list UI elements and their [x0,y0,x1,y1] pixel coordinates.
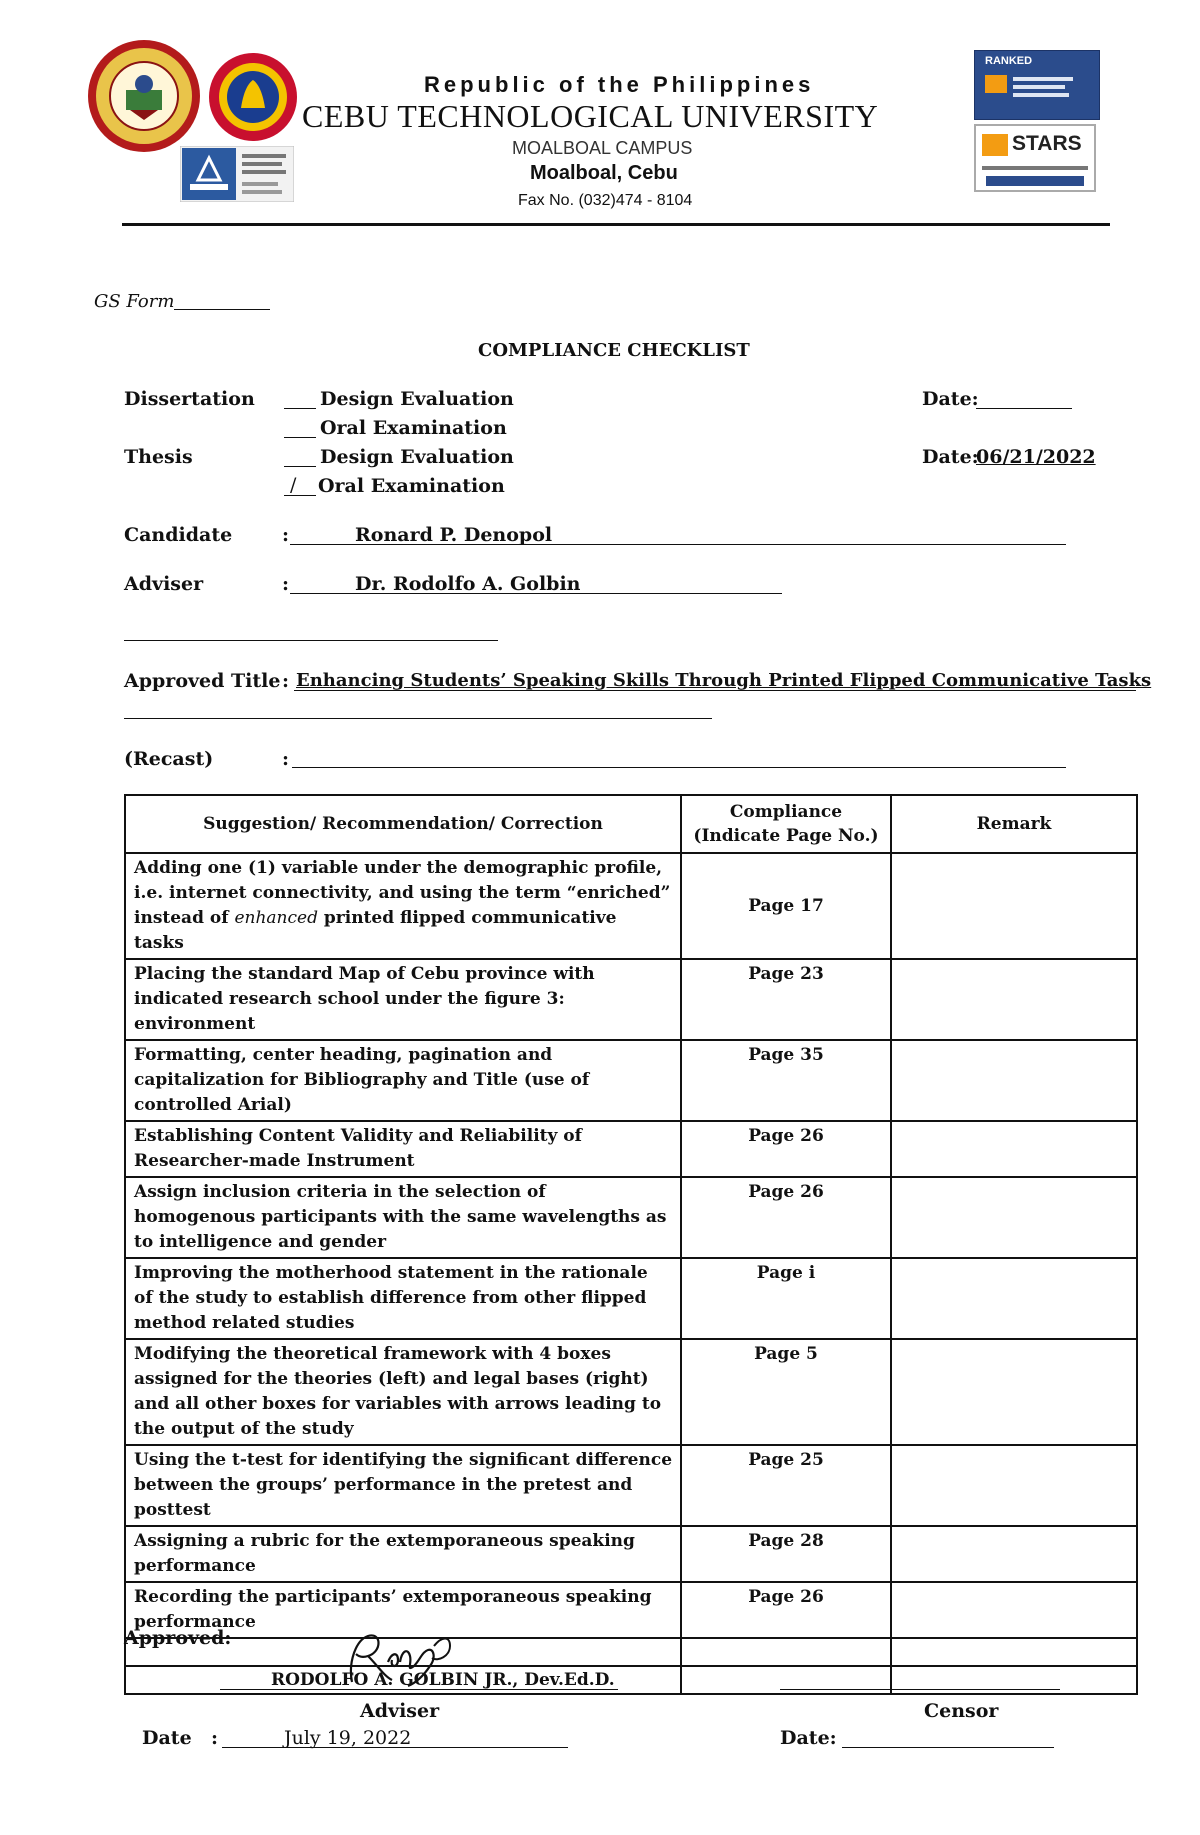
suggestion-cell [125,1526,681,1582]
compliance-table [124,794,1138,1695]
candidate-value: Ronard P. Denopol [355,524,553,546]
tuv-certification-logo [180,146,294,202]
censor-date-label: Date: [780,1727,837,1749]
table-row [125,1040,1137,1121]
asean-logo-icon [208,52,298,142]
dissertation-oral-examination: Oral Examination [320,417,507,439]
suggestion-emphasis: enhanced [234,908,318,928]
approved-label: Approved: [124,1627,232,1649]
thesis-date-label: Date: [922,446,979,468]
thesis-design-checkbox[interactable] [284,466,316,467]
suggestion-text: Recording the participants’ extemporaneous speaking performance [134,1587,652,1632]
thesis-label: Thesis [124,446,193,468]
approval-date-value: July 19, 2022 [284,1727,412,1749]
table-row [125,1339,1137,1445]
compliance-page-cell[interactable]: Page 23 [681,959,891,1040]
approved-title-second-line[interactable] [124,718,712,719]
table-row [125,1526,1137,1582]
table-row [125,1177,1137,1258]
separator-line [124,640,498,641]
asean-logo [208,52,298,142]
suggestion-text: Placing the standard Map of Cebu province with indicated research school under the figure 3: environment [134,964,595,1034]
table-row [125,1582,1137,1638]
approval-date-label: Date [142,1727,192,1749]
thesis-oral-checkbox[interactable] [284,495,316,496]
recast-colon: : [282,748,290,770]
remark-cell[interactable] [891,1638,1137,1666]
dissertation-oral-checkbox[interactable] [284,437,316,438]
compliance-page-cell[interactable]: Page 25 [681,1445,891,1526]
header-remark: Remark [891,795,1137,853]
suggestion-cell [125,1040,681,1121]
suggestion-cell [125,1121,681,1177]
suggestion-text: Using the t-test for identifying the significant difference between the groups’ performance in the pretest and posttest [134,1450,673,1520]
suggestion-cell [125,853,681,959]
university-seal-icon [86,38,202,154]
censor-date-line[interactable] [842,1747,1054,1748]
tuv-iso-certification-icon [180,146,294,202]
form-title: COMPLIANCE CHECKLIST [478,340,750,361]
header-divider [122,223,1110,226]
table-row [125,1121,1137,1177]
adviser-colon: : [282,573,290,595]
candidate-colon: : [282,524,290,546]
candidate-label: Candidate [124,524,233,546]
remark-cell[interactable] [891,1445,1137,1526]
table-header-row [125,795,1137,853]
suggestion-text: Establishing Content Validity and Reliability of Researcher-made Instrument [134,1126,582,1171]
suggestion-cell [125,959,681,1040]
remark-cell[interactable] [891,1121,1137,1177]
campus-name: MOALBOAL CAMPUS [512,138,693,158]
header-suggestion: Suggestion/ Recommendation/ Correction [125,795,681,853]
table-row [125,1258,1137,1339]
dissertation-design-evaluation: Design Evaluation [320,388,514,410]
adviser-label: Adviser [124,573,204,595]
table-row [125,853,1137,959]
compliance-page-cell[interactable] [681,1638,891,1666]
approved-title-colon: : [282,670,290,692]
qs-ranked-badge-icon: RANKED [985,55,1033,67]
dissertation-date-field[interactable] [976,408,1072,409]
university-name: CEBU TECHNOLOGICAL UNIVERSITY [302,98,879,134]
compliance-page-cell[interactable]: Page 26 [681,1177,891,1258]
compliance-page-cell[interactable]: Page 35 [681,1040,891,1121]
dissertation-design-checkbox[interactable] [284,408,316,409]
thesis-oral-check-mark[interactable]: / [290,474,297,496]
suggestion-cell [125,1445,681,1526]
suggestion-text: Assigning a rubric for the extemporaneous speaking performance [134,1531,635,1576]
censor-signature-line[interactable] [780,1689,1060,1690]
gs-form-label: GS Form [94,291,175,312]
remark-cell[interactable] [891,1177,1137,1258]
censor-role: Censor [924,1700,999,1722]
remark-cell[interactable] [891,1339,1137,1445]
table-row [125,1638,1137,1666]
city-name: Moalboal, Cebu [530,162,678,184]
thesis-design-evaluation: Design Evaluation [320,446,514,468]
fax-number: Fax No. (032)474 - 8104 [518,192,693,209]
dissertation-date-label: Date: [922,388,979,410]
suggestion-cell [125,1339,681,1445]
remark-cell[interactable] [891,1040,1137,1121]
approved-title-label: Approved Title [124,670,281,692]
compliance-page-cell[interactable]: Page 5 [681,1339,891,1445]
adviser-role: Adviser [360,1700,440,1722]
suggestion-cell [125,1177,681,1258]
thesis-date-value[interactable]: 06/21/2022 [976,446,1096,468]
gs-form-number-line[interactable] [174,309,270,310]
suggestion-text-continued: printed flipped communicative tasks [134,908,617,953]
republic-heading: Republic of the Philippines [424,72,815,97]
suggestion-text: Modifying the theoretical framework with 4 boxes assigned for the theories (left) and legal bases (right) and all other boxes for variables with arrows leading to the output of the study [134,1344,662,1439]
remark-cell[interactable] [891,853,1137,959]
remark-cell[interactable] [891,959,1137,1040]
header-compliance: Compliance (Indicate Page No.) [681,795,891,853]
compliance-page-cell[interactable]: Page 26 [681,1582,891,1638]
suggestion-text: Improving the motherhood statement in the rationale of the study to establish difference from other flipped method related studies [134,1263,648,1333]
suggestion-text: Assign inclusion criteria in the selection of homogenous participants with the same wavelengths as to intelligence and gender [134,1182,667,1252]
table-row [125,1445,1137,1526]
approval-date-colon: : [211,1727,219,1749]
suggestion-text: Formatting, center heading, pagination and capitalization for Bibliography and Title (use of controlled Arial) [134,1045,590,1115]
table-row [125,959,1137,1040]
ctu-seal-logo [86,38,202,154]
adviser-printed-name: RODOLFO A. GOLBIN JR., Dev.Ed.D. [271,1670,615,1690]
compliance-page-cell[interactable]: Page i [681,1258,891,1339]
compliance-page-cell[interactable]: Page 17 [681,853,891,959]
remark-cell[interactable] [891,1582,1137,1638]
remark-cell[interactable] [891,1258,1137,1339]
adviser-value: Dr. Rodolfo A. Golbin [355,573,581,595]
thesis-oral-examination: Oral Examination [318,475,505,497]
dissertation-label: Dissertation [124,388,255,410]
approved-title-value: Enhancing Students’ Speaking Skills Through Printed Flipped Communicative Tasks [296,670,1152,691]
compliance-page-cell[interactable]: Page 28 [681,1526,891,1582]
remark-cell[interactable] [891,1526,1137,1582]
compliance-page-cell[interactable]: Page 26 [681,1121,891,1177]
qs-ranked-badge [974,50,1100,120]
qs-stars-badge-icon: STARS [1012,132,1082,155]
recast-field-line[interactable] [292,767,1066,768]
qs-stars-badge [974,124,1096,192]
suggestion-text: Adding one (1) variable under the demographic profile, i.e. internet connectivity, and using the term “enriched” instead of [134,858,671,928]
recast-label: (Recast) [124,748,214,770]
suggestion-cell [125,1258,681,1339]
